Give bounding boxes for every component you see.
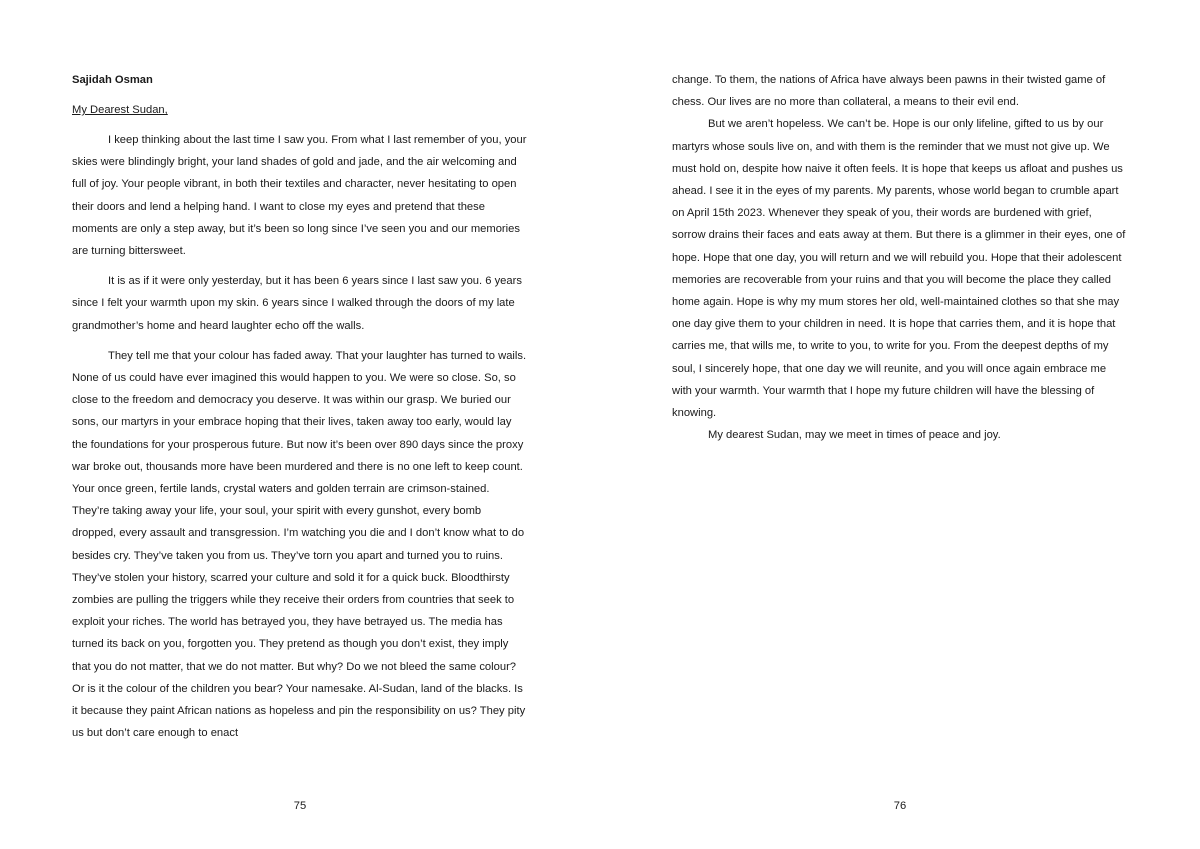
page-number: 76	[893, 800, 907, 812]
paragraph: But we aren’t hopeless. We can’t be. Hope is our only lifeline, gifted to us by our martyrs whose souls live on, and with them is the reminder that we must not give up. We must hold on, despite how naive it often feels. It is hope that keeps us afloat and pushes us ahead. I see it in the eyes of my parents. My parents, whose world began to crumble apart on April 15th 2023. Whenever they speak of you, their words are burdened with grief, sorrow drains their faces and eats away at them. But there is a glimmer in their eyes, one of hope. Hope that one day, you will return and we will rebuild you. Hope that their adolescent memories are recoverable from your ruins and that you will become the place they called home again. Hope is why my mum stores her old, well-maintained clothes so that she may one day give them to your children in need. It is hope that carries them, and it is hope that carries me, that wills me, to write to you, to write for you. From the deepest depths of my soul, I sincerely hope, that one day we will reunite, and you will once again embrace me with your warmth. Your warmth that I hope my future children will have the blessing of knowing.	[672, 118, 1126, 420]
letter-salutation: My Dearest Sudan,	[72, 104, 168, 116]
page-number: 75	[293, 800, 307, 812]
author-name: Sajidah Osman	[72, 74, 153, 86]
paragraph: I keep thinking about the last time I saw you. From what I last remember of you, your skies were blindingly bright, your land shades of gold and jade, and the air welcoming and full of joy. Your people vibrant, in both their textiles and character, never hesitating to open their doors and lend a helping hand. I want to close my eyes and pretend that these moments are only a step away, but it’s been so long since I’ve seen you and our memories are turning bittersweet.	[72, 134, 527, 258]
paragraph: It is as if it were only yesterday, but it has been 6 years since I last saw you. 6 years since I felt your warmth upon my skin. 6 years since I walked through the doors of my late grandmother’s home and heard laughter echo off the walls.	[72, 275, 522, 332]
closing-line: My dearest Sudan, may we meet in times of peace and joy.	[708, 429, 1001, 442]
paragraph: They tell me that your colour has faded away. That your laughter has turned to wails. None of us could have ever imagined this would happen to you. We were so close. So, so close to the freedom and democracy you deserve. It was within our grasp. We buried our sons, our martyrs in your embrace hoping that their lives, taken away too early, would lay the foundations for your prosperous future. But now it’s been over 890 days since the proxy war broke out, thousands more have been murdered and there is no one left to keep count. Your once green, fertile lands, crystal waters and golden terrain are crimson-stained. They’re taking away your life, your soul, your spirit with every gunshot, every bomb dropped, every assault and transgression. I’m watching you die and I don’t know what to do besides cry. They’ve taken you from us. They’ve torn you apart and turned you to ruins. They’ve stolen your history, scarred your culture and sold it for a quick buck. Bloodthirsty zombies are pulling the triggers while they receive their orders from countries that seek to exploit your riches. The world has betrayed you, they have betrayed us. The media has turned its back on you, forgotten you. They pretend as though you don’t exist, they imply that you do not matter, that we do not matter. But why? Do we not bleed the same colour? Or is it the colour of the children you bear? Your namesake. Al-Sudan, land of the blacks. Is it because they paint African nations as hopeless and pin the responsibility on us? They pity us but don’t care enough to enact	[72, 349, 527, 740]
paragraph: change. To them, the nations of Africa have always been pawns in their twisted game of chess. Our lives are no more than collateral, a means to their evil end.	[672, 74, 1106, 109]
right-page	[600, 0, 1200, 849]
left-page-text	[72, 69, 528, 744]
right-page-text	[672, 69, 1128, 446]
